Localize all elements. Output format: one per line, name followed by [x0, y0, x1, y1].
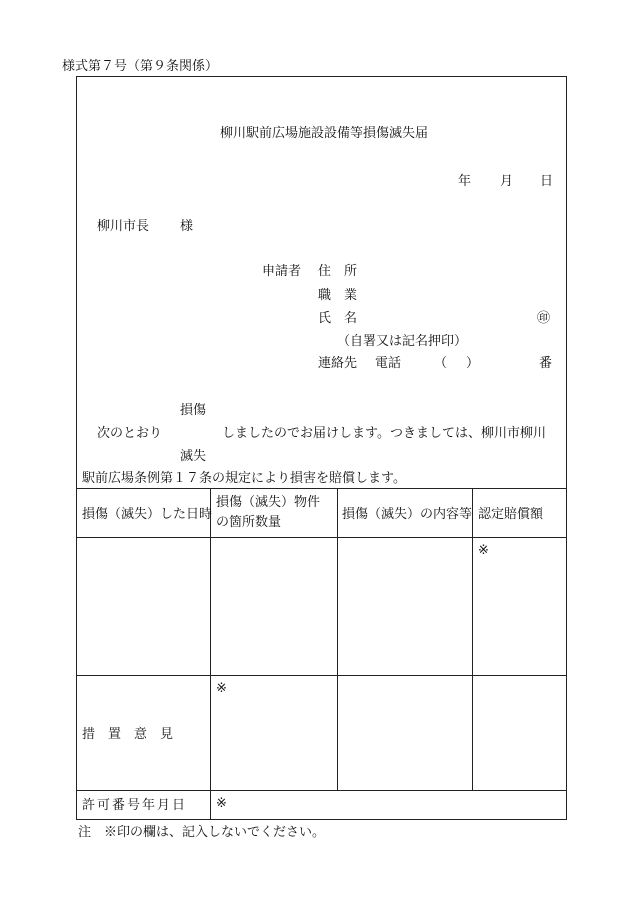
phone-label: 電話 [375, 356, 402, 371]
col-divider-2 [337, 488, 338, 790]
table-top-rule [76, 488, 567, 489]
measures-label [82, 725, 204, 745]
loss-word: 滅失 [180, 449, 207, 464]
entry-row-rule [76, 675, 567, 676]
compensation-mark: ※ [478, 543, 489, 558]
form-title: 柳川駅前広場施設設備等損傷滅失届 [220, 126, 429, 141]
date-month: 月 [500, 174, 514, 189]
address-label: 住 所 [318, 264, 358, 279]
measures-label-text: 措 置 意 見 [82, 727, 174, 742]
col-divider-3 [472, 488, 473, 790]
permit-label: 許可番号年月日 [82, 798, 188, 813]
header-datetime: 損傷（滅失）した日時 [82, 507, 213, 522]
header-items: 損傷（滅失）物件の箇所数量 [216, 495, 321, 530]
statement-prefix: 次のとおり [97, 426, 163, 441]
col-divider-1 [210, 488, 211, 820]
statement-suffix: しましたのでお届けします。つきましては、柳川市柳川 [222, 426, 546, 441]
header-compensation: 認定賠償額 [478, 507, 544, 522]
number-suffix: 番 [539, 356, 553, 371]
statement-line2: 駅前広場条例第１７条の規定により損害を賠償します。 [82, 471, 406, 486]
signature-note: （自署又は記名押印） [337, 334, 468, 349]
addressee-honorific: 様 [180, 219, 194, 234]
measures-mark: ※ [216, 681, 227, 696]
form-number: 様式第７号（第９条関係） [62, 59, 219, 74]
occupation-label: 職 業 [318, 288, 358, 303]
applicant-label: 申請者 [262, 264, 302, 279]
phone-paren-close: ） [466, 356, 480, 371]
damage-word: 損傷 [180, 403, 207, 418]
contact-label: 連絡先 [318, 356, 358, 371]
seal-mark: ㊞ [537, 311, 551, 326]
date-day: 日 [540, 174, 554, 189]
footnote: 注 ※印の欄は、記入しないでください。 [78, 825, 326, 840]
header-content: 損傷（滅失）の内容等 [342, 507, 473, 522]
permit-mark: ※ [216, 796, 227, 811]
header-bottom-rule [76, 537, 567, 538]
name-label: 氏 名 [318, 311, 358, 326]
phone-paren-open: （ [434, 356, 448, 371]
date-year: 年 [458, 174, 472, 189]
form-frame [76, 76, 567, 820]
addressee-name: 柳川市長 [97, 219, 150, 234]
measures-row-rule [76, 790, 567, 791]
